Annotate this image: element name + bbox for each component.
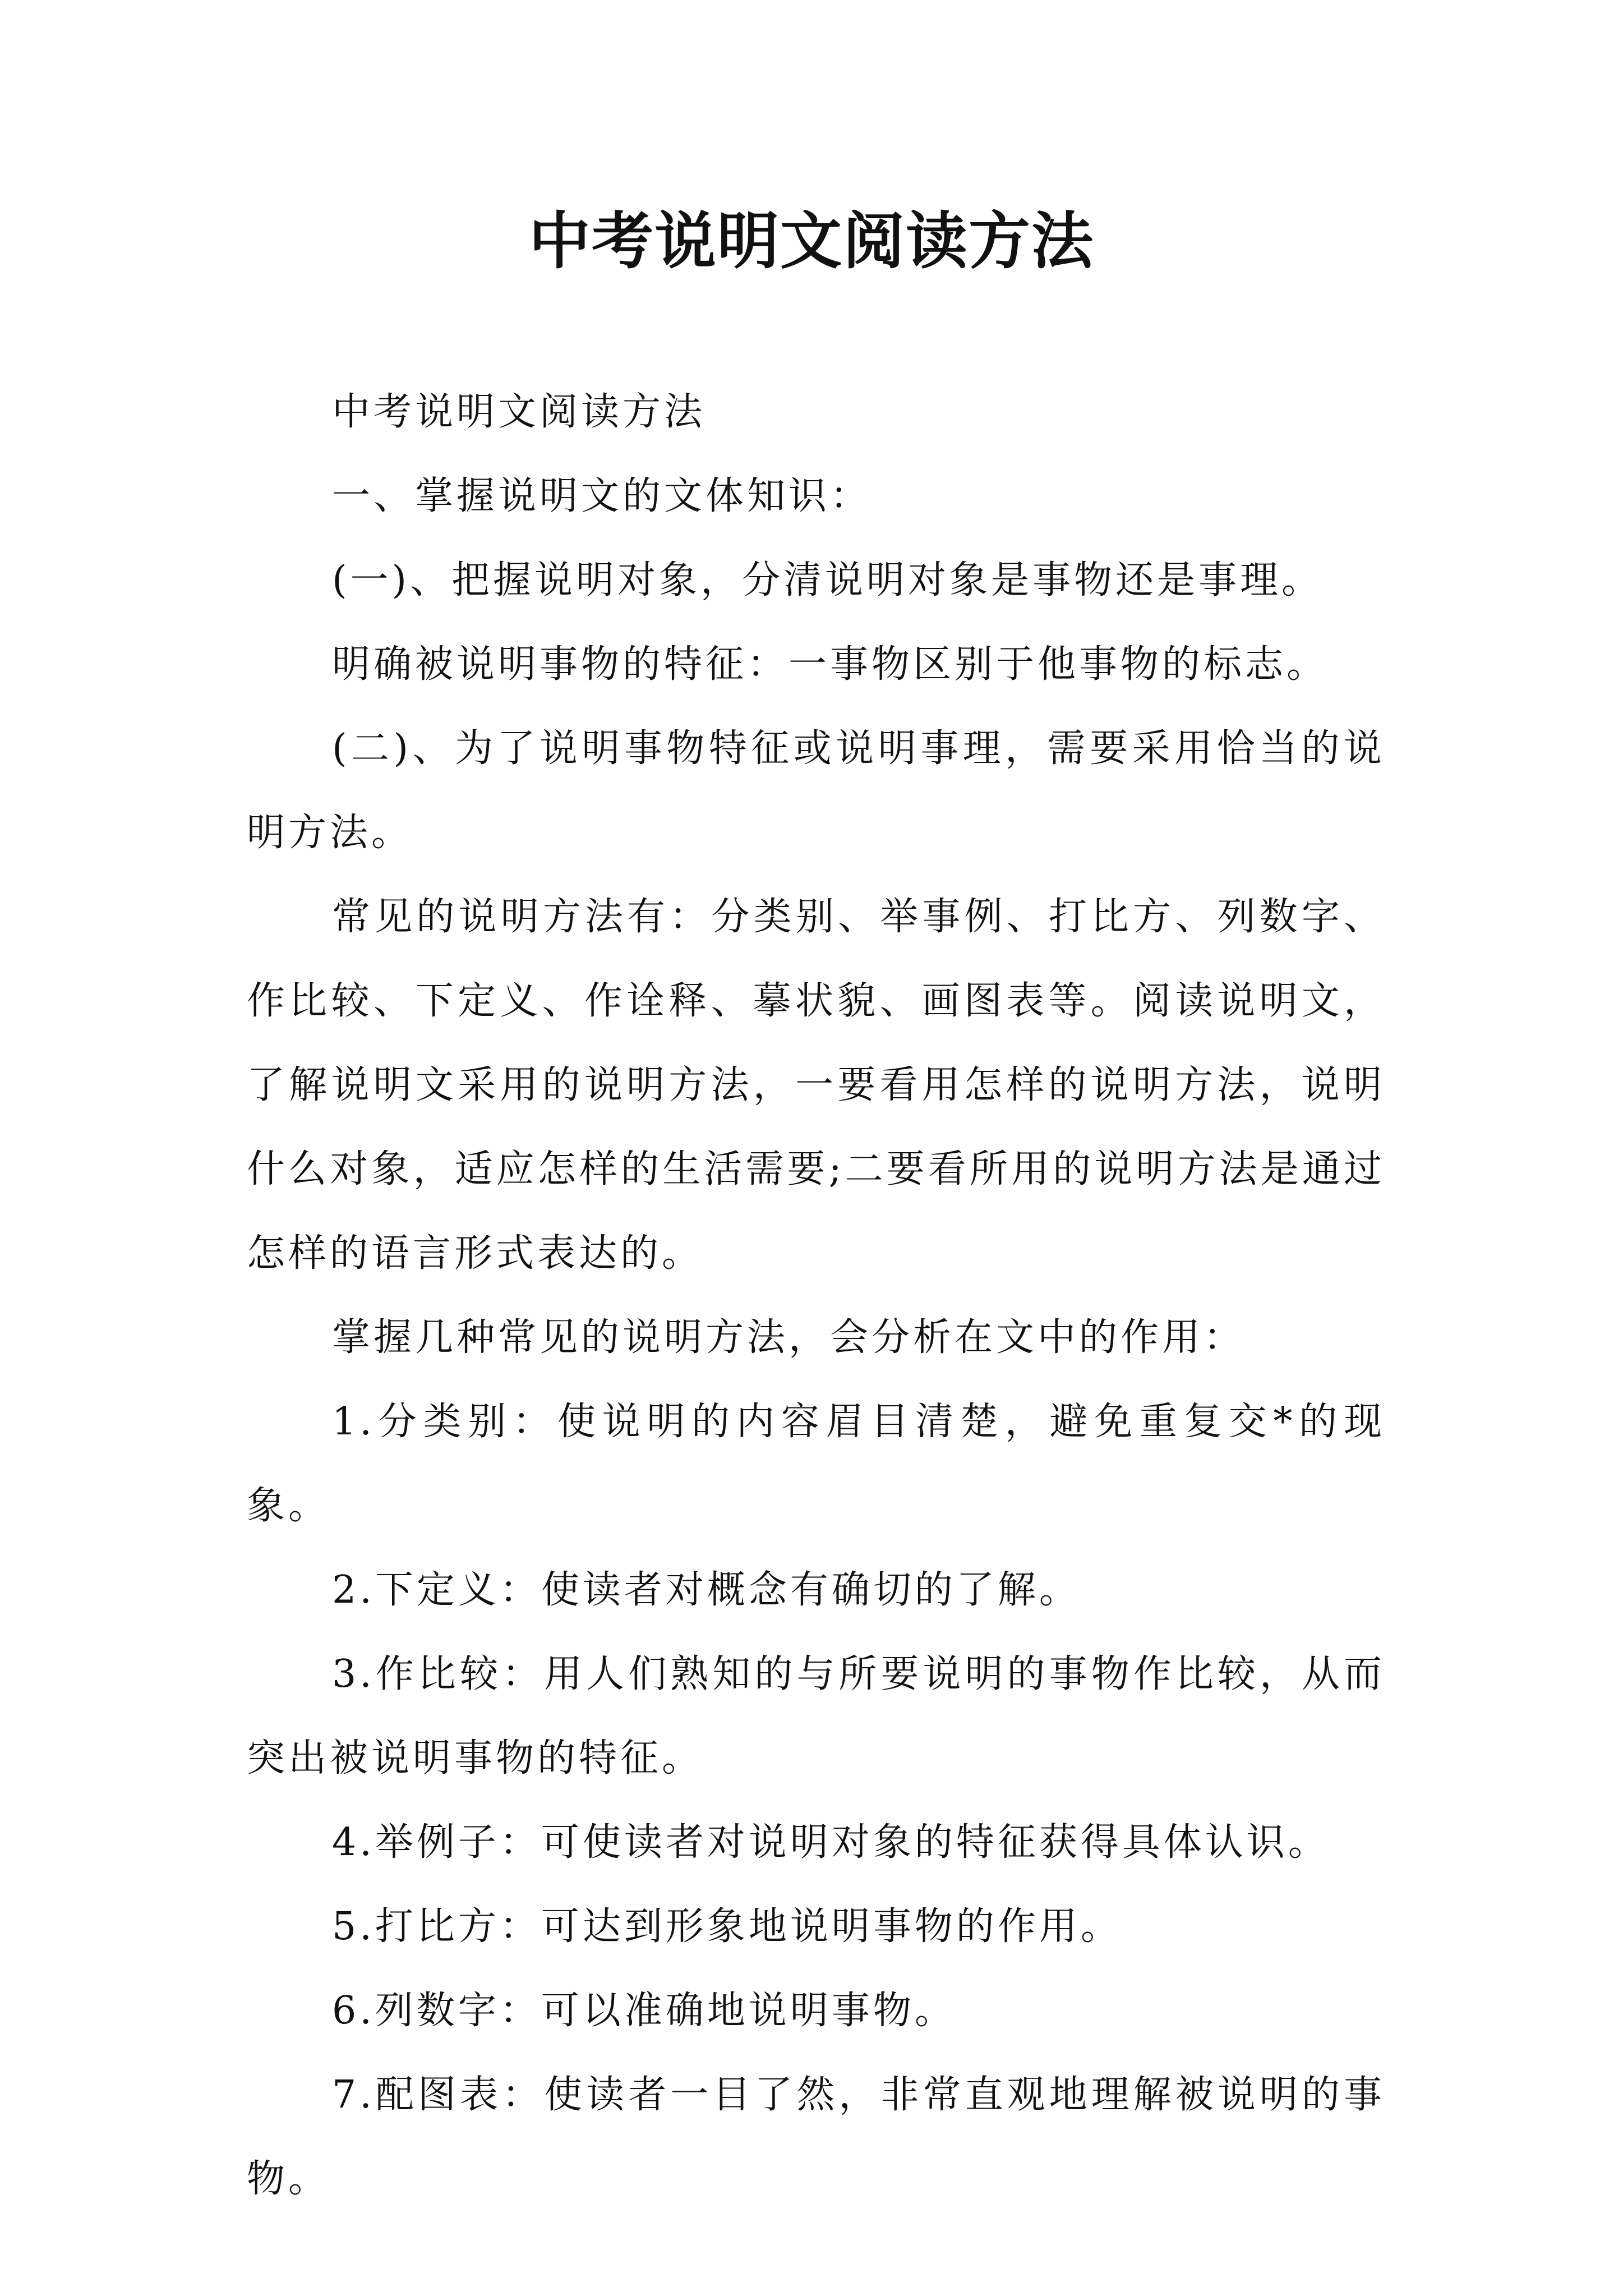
list-item-definition: 2.下定义：使读者对概念有确切的了解。 [332,1568,1081,1612]
paragraph-point-one: (一)、把握说明对象，分清说明对象是事物还是事理。 [332,558,1324,602]
list-item-classification: 1.分类别：使说明的内容眉目清楚，避免重复交*的现象。 [247,1400,1385,1528]
list-item-numbers: 6.列数字：可以准确地说明事物。 [332,1989,956,2033]
paragraph-subtitle: 中考说明文阅读方法 [332,390,706,434]
paragraph-point-two: (二)、为了说明事物特征或说明事理，需要采用恰当的说明方法。 [247,726,1385,855]
list-item-comparison: 3.作比较：用人们熟知的与所要说明的事物作比较，从而突出被说明事物的特征。 [247,1652,1385,1780]
page-title: 中考说明文阅读方法 [529,205,1094,277]
paragraph-methods-intro: 掌握几种常见的说明方法，会分析在文中的作用： [332,1315,1246,1360]
paragraph-feature: 明确被说明事物的特征：一事物区别于他事物的标志。 [332,642,1329,687]
paragraph-common-methods: 常见的说明方法有：分类别、举事例、打比方、列数字、作比较、下定义、作诠释、摹状貌、画图表等。阅读说明文，了解说明文采用的说明方法，一要看用怎样的说明方法，说明什么对象，适应怎样的生活需要;二要看所用的说明方法是通过怎样的语言形式表达的。 [247,895,1385,1276]
list-item-analogy: 5.打比方：可达到形象地说明事物的作用。 [332,1904,1122,1949]
list-item-examples: 4.举例子：可使读者对说明对象的特征获得具体认识。 [332,1820,1330,1865]
document-body [247,370,1385,2221]
paragraph-section-heading: 一、掌握说明文的文体知识： [332,474,872,518]
list-item-charts: 7.配图表：使读者一目了然，非常直观地理解被说明的事物。 [247,2073,1385,2201]
